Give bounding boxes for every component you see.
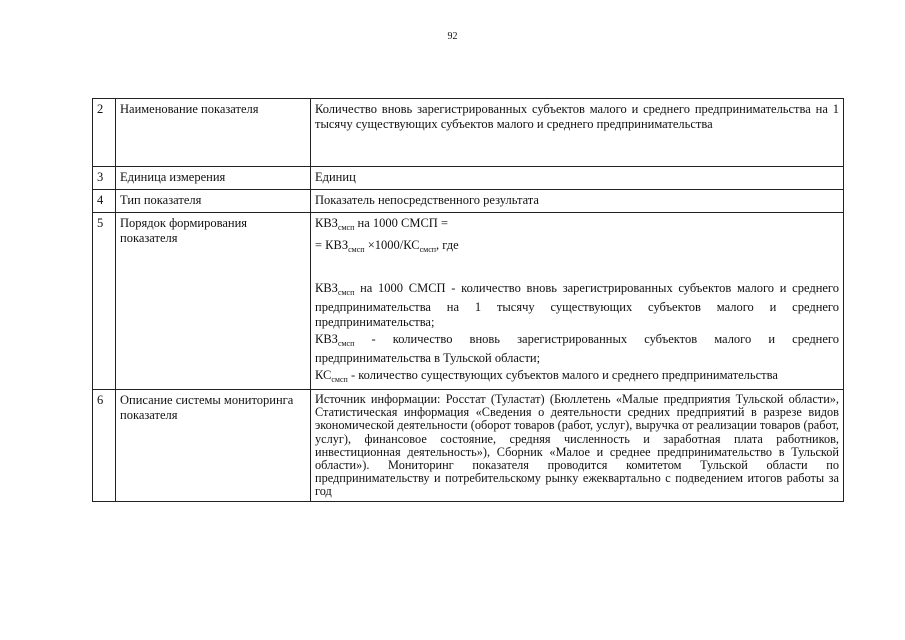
table-row <box>93 167 844 190</box>
formula-subscript: смсп <box>337 223 355 232</box>
def-text: - количество вновь зарегистрированных субъектов малого и среднего предпринимательства в Тульской области; <box>315 332 839 365</box>
table-row <box>93 390 844 502</box>
page-number: 92 <box>447 31 458 42</box>
row-label: Тип показателя <box>116 190 311 213</box>
def-subscript: смсп <box>337 288 355 297</box>
row-number: 3 <box>93 167 116 190</box>
def-subscript: смсп <box>331 375 348 384</box>
formula-text: , где <box>436 238 459 252</box>
row-value: Источник информации: Росстат (Туластат) (Бюллетень «Малые предприятия Тульской области», Статистическая информация «Сведения о деятельности средних предприятий в разрезе видов экономической деятельности (оборот товаров (работ, услуг), выручка от реализации товаров (работ, услуг), финансовое состояние, средняя численность и заработная плата работников, инвестиционная деятельность»), Сборник «Малое и среднее предпринимательство в Тульской области»). Мониторинг показателя проводится комитетом Тульской области по предпринимательству и потребительскому рынку ежеквартально с подведением итогов работы за год <box>311 390 844 502</box>
formula-symbol: КВЗ <box>315 216 338 230</box>
def-text: - количество существующих субъектов малого и среднего предпринимательства <box>347 368 778 382</box>
definition-1 <box>315 281 839 330</box>
row-value: Единиц <box>311 167 844 190</box>
row-label: Наименование показателя <box>116 99 311 167</box>
formula-text: ×1000/КС <box>364 238 420 252</box>
table-row <box>93 190 844 213</box>
formula-subscript: смсп <box>348 245 365 254</box>
def-symbol: КВЗ <box>315 281 338 295</box>
def-suffix: на 1000 СМСП <box>354 281 446 295</box>
indicator-table <box>92 98 844 502</box>
def-symbol: КС <box>315 368 332 382</box>
formula-subscript: смсп <box>419 245 437 254</box>
def-symbol: КВЗ <box>315 332 338 346</box>
def-text: - количество вновь зарегистрированных субъектов малого и среднего предпринимательства на 1 тысячу существующих субъектов малого и среднего предпринимательства; <box>315 281 839 329</box>
row-label: Описание системы мониторинга показателя <box>116 390 311 502</box>
formula-text: = КВЗ <box>315 238 349 252</box>
table-row <box>93 213 844 390</box>
row-number: 5 <box>93 213 116 390</box>
formula-cell <box>311 213 844 390</box>
formula-text: на 1000 СМСП = <box>354 216 448 230</box>
row-label: Порядок формирования показателя <box>116 213 311 390</box>
row-number: 6 <box>93 390 116 502</box>
def-subscript: смсп <box>337 339 355 348</box>
row-value: Показатель непосредственного результата <box>311 190 844 213</box>
row-label: Единица измерения <box>116 167 311 190</box>
row-number: 2 <box>93 99 116 167</box>
definition-3 <box>315 368 839 387</box>
formula-line-2 <box>315 238 839 257</box>
definition-2 <box>315 332 839 366</box>
row-value: Количество вновь зарегистрированных субъектов малого и среднего предпринимательства на 1 тысячу существующих субъектов малого и среднего предпринимательства <box>311 99 844 167</box>
row-number: 4 <box>93 190 116 213</box>
formula-line-1 <box>315 216 839 235</box>
spacer <box>315 257 839 279</box>
table-row <box>93 99 844 167</box>
